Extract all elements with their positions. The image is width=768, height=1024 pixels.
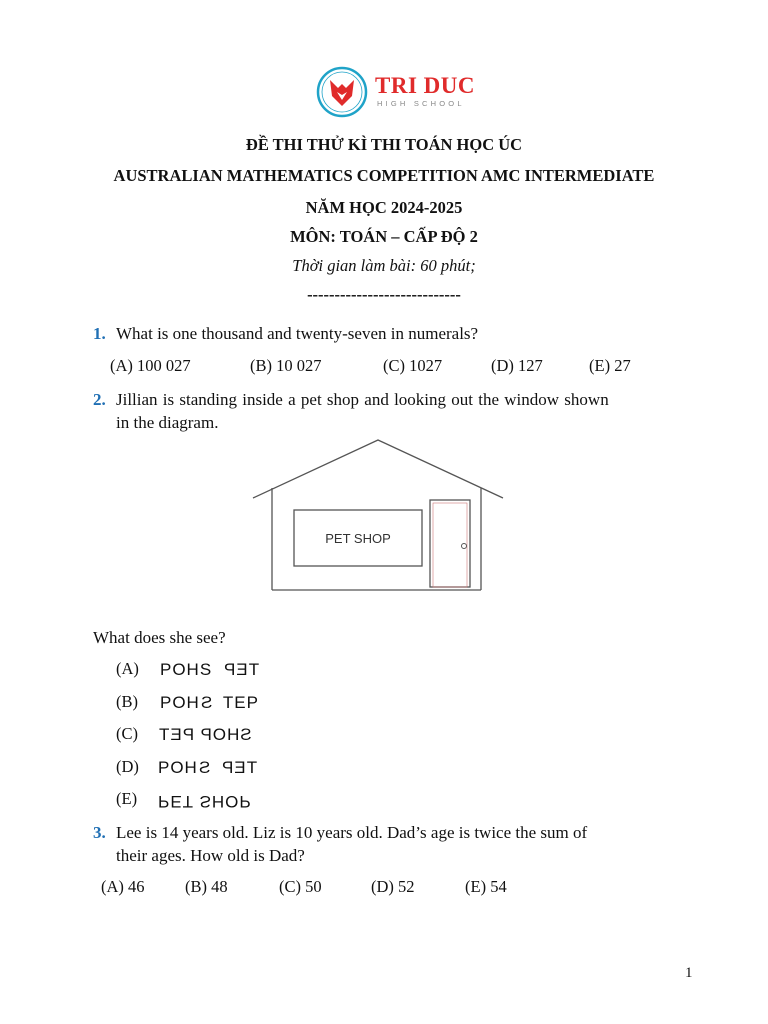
option-d: (D) 127 (491, 356, 543, 375)
option-c-text: SHOP PET (158, 725, 252, 744)
question-2 (93, 388, 683, 411)
option-c: (C) 50 (279, 877, 322, 896)
option-d-text: POHS TEP (158, 758, 257, 777)
question-text-line2: in the diagram. (116, 413, 219, 432)
pet-shop-diagram (245, 430, 517, 600)
question-number: 3. (93, 823, 106, 842)
question-text: What is one thousand and twenty-seven in numerals? (116, 324, 479, 343)
window-sign: PET SHOP (325, 531, 391, 546)
school-logo (316, 66, 476, 116)
option-b: (B) 48 (185, 877, 228, 896)
logo-subtitle: HIGH SCHOOL (377, 99, 465, 108)
option-a: (A) 46 (101, 877, 145, 896)
question-3 (93, 821, 683, 844)
header-separator: ---------------------------- (307, 285, 461, 304)
option-a-label: (A) (116, 659, 139, 678)
logo-brand: TRI DUC (375, 73, 475, 98)
question-text-line1: Lee is 14 years old. Liz is 10 years old. Dad’s age is twice the sum of (116, 823, 588, 842)
option-e-text: PET SHOP (158, 792, 252, 811)
option-b-text: POHS TEP (160, 693, 259, 712)
question-text-line1: Jillian is standing inside a pet shop and looking out the window shown (116, 390, 609, 409)
exam-title: ĐỀ THI THỬ KÌ THI TOÁN HỌC ÚC (245, 135, 523, 154)
competition-title: AUSTRALIAN MATHEMATICS COMPETITION AMC INTERMEDIATE (113, 166, 655, 185)
option-e-label: (E) (116, 789, 138, 808)
question-number: 1. (93, 324, 106, 343)
subject-level: MÔN: TOÁN – CẤP ĐỘ 2 (290, 227, 478, 246)
question-text-line2: their ages. How old is Dad? (116, 846, 305, 865)
question-prompt: What does she see? (93, 628, 226, 647)
fox-crest-icon (316, 66, 368, 118)
option-a-text: POHS TEP (160, 660, 259, 679)
option-e: (E) 54 (465, 877, 507, 896)
page-number: 1 (685, 965, 693, 981)
question-number: 2. (93, 390, 106, 409)
school-year: NĂM HỌC 2024-2025 (305, 198, 463, 217)
question-1 (93, 322, 478, 345)
option-b-label: (B) (116, 692, 138, 711)
option-a: (A) 100 027 (110, 356, 191, 375)
option-c: (C) 1027 (383, 356, 443, 375)
option-d-label: (D) (116, 757, 139, 776)
option-d: (D) 52 (371, 877, 415, 896)
option-b: (B) 10 027 (250, 356, 322, 375)
option-c-label: (C) (116, 724, 138, 743)
time-limit: Thời gian làm bài: 60 phút; (292, 256, 476, 275)
option-e: (E) 27 (589, 356, 631, 375)
